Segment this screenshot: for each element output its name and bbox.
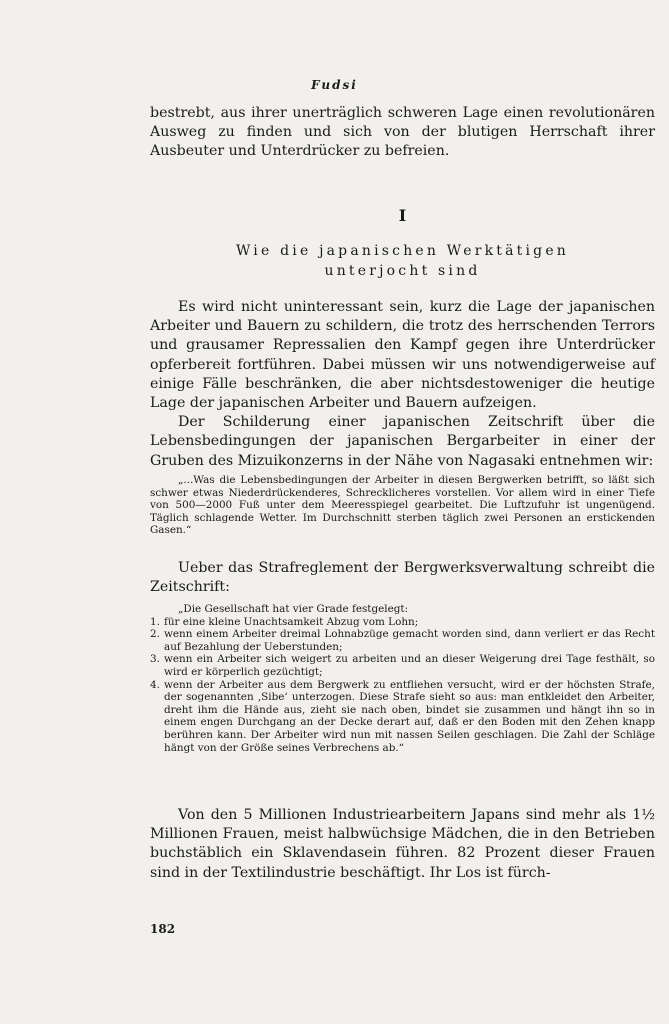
paragraph-conditions: Es wird nicht uninteressant sein, kurz die Lage der japanischen Arbeiter und Bauern zu schildern, die trotz des herrschenden Terrors und grausamer Repressalien den Kampf gegen ihre Unterdrücker opferbereit fortführen. Dabei müssen wir uns notwendigerweise auf einige Fälle beschränken, die aber nichtsdestoweniger die heutige Lage der japanischen Arbeiter und Bauern aufzeigen.: [150, 299, 655, 412]
penalty-list-item: [150, 616, 655, 629]
paragraph-magazine-source: Der Schilderung einer japanischen Zeitschrift über die Lebensbedingungen der japanischen Bergarbeiter in einer der Gruben des Mizuikonzerns in der Nähe von Nagasaki entnehmen wir:: [150, 414, 655, 469]
penalty-list-item: [150, 679, 655, 755]
chapter-number: I: [398, 206, 407, 225]
paragraph-women-workers: Von den 5 Millionen Industriearbeitern Japans sind mehr als 1½ Millionen Frauen, meist halbwüchsige Mädchen, die in den Betrieben buchstäblich ein Sklavendasein führen. 82 Prozent dieser Frauen sind in der Textilindustrie beschäftigt. Ihr Los ist fürch-: [150, 807, 655, 881]
chapter-title-line-1: Wie die japanischen Werktätigen: [235, 243, 570, 259]
list-item-text: wenn der Arbeiter aus dem Bergwerk zu entfliehen versucht, wird er der höchsten Strafe, der sogenannten ‚Sibe‘ unterzogen. Diese Strafe sieht so aus: man entkleidet den Arbeiter, dreht ihm die Hände aus, zieht sie nach oben, bindet sie zusammen und hängt ihn so in einem engen Durchgang an der Decke derart auf, daß er den Boden mit den Zehen knapp berühren kann. Der Arbeiter wird nun mit nassen Seilen geschlagen. Die Zahl der Schläge hängt von der Größe seines Verbrechens ab.“: [164, 678, 655, 754]
list-item-number: 4.: [150, 678, 160, 691]
intro-paragraph-block: [150, 104, 655, 162]
list-item-number: 1.: [150, 615, 160, 628]
penalty-list-item: [150, 628, 655, 653]
quote-mine-conditions: „...Was die Lebensbedingungen der Arbeiter in diesen Bergwerken betrifft, so läßt sich schwer etwas Niederdrückenderes, Schrecklicheres vorstellen. Vor allem wird in einer Tiefe von 500—2000 Fuß unter dem Meeresspiegel gearbeitet. Die Luftzufuhr ist ungenügend. Täglich schlagende Wetter. Im Durchschnitt sterben täglich zwei Personen an erstickenden Gasen.“: [150, 474, 655, 537]
chapter-title-line-2: unterjocht sind: [324, 263, 481, 279]
list-item-text: wenn einem Arbeiter dreimal Lohnabzüge gemacht worden sind, dann verliert er das Recht auf Bezahlung der Ueberstunden;: [164, 628, 655, 653]
list-item-text: wenn ein Arbeiter sich weigert zu arbeiten und an dieser Weigerung drei Tage festhält, so wird er körperlich gezüchtigt;: [164, 653, 655, 678]
intro-paragraph: bestrebt, aus ihrer unerträglich schweren Lage einen revolutionären Ausweg zu finden und sich von der blutigen Herrschaft ihrer Ausbeuter und Unterdrücker zu befreien.: [150, 105, 655, 160]
penalty-list: [150, 616, 655, 755]
paragraph-women-block: [150, 806, 655, 883]
main-text-block: [150, 298, 655, 471]
quote-penalty-intro: „Die Gesellschaft hat vier Grade festgelegt:: [178, 603, 409, 615]
page-number: 182: [150, 922, 176, 936]
list-item-text: für eine kleine Unachtsamkeit Abzug vom Lohn;: [164, 615, 419, 628]
running-header: Fudsi: [311, 78, 358, 92]
paragraph-penalty-intro: Ueber das Strafreglement der Bergwerksverwaltung schreibt die Zeitschrift:: [150, 560, 655, 596]
penalty-list-item: [150, 653, 655, 678]
paragraph-penalty-block: [150, 559, 655, 597]
list-item-number: 3.: [150, 653, 160, 666]
list-item-number: 2.: [150, 628, 160, 641]
quote-penalty-block: [150, 603, 655, 754]
quote-mines-block: [150, 474, 655, 537]
chapter-title: [150, 241, 655, 281]
